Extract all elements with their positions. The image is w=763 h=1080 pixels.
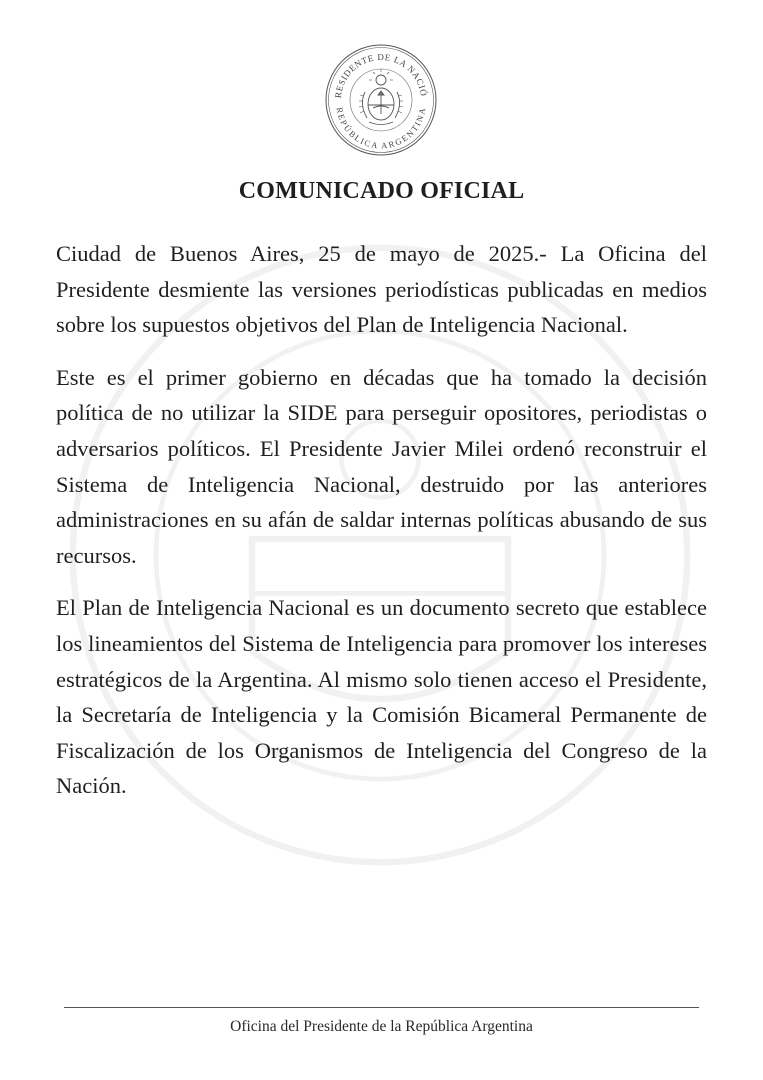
paragraph-1: Ciudad de Buenos Aires, 25 de mayo de 2025.- La Oficina del Presidente desmiente las versiones periodísticas publicadas en medios sobre los supuestos objetivos del Plan de Inteligencia Nacional. [56,241,707,338]
footer-divider [64,1007,699,1008]
svg-text:PRESIDENTE DE LA NACIÓN [323,42,429,99]
paragraph-2: Este es el primer gobierno en décadas que ha tomado la decisión política de no utilizar la SIDE para perseguir opositores, periodistas o adversarios políticos. El Presidente Javier Milei ordenó reconstruir el Sistema de Inteligencia Nacional, destruido por las anteriores administraciones en su afán de saldar internas políticas abusando de sus recursos. [56,364,707,568]
seal-emblem-icon [323,42,439,158]
seal-text-bottom: REPÚBLICA ARGENTINA [334,106,428,151]
document-title: COMUNICADO OFICIAL [238,178,525,204]
document-body [56,236,707,821]
presidential-seal [323,42,439,158]
footer-text: Oficina del Presidente de la República Argentina [230,1018,533,1035]
seal-text-top: RESIDENTE DE LA NACIÓ [332,51,429,99]
paragraph-3: El Plan de Inteligencia Nacional es un documento secreto que establece los lineamientos del Sistema de Inteligencia para promover los intereses estratégicos de la Argentina. Al mismo solo tienen acceso el Presidente, la Secretaría de Inteligencia y la Comisión Bicameral Permanente de Fiscalización de los Organismos de Inteligencia del Congreso de la Nación. [56,595,707,799]
